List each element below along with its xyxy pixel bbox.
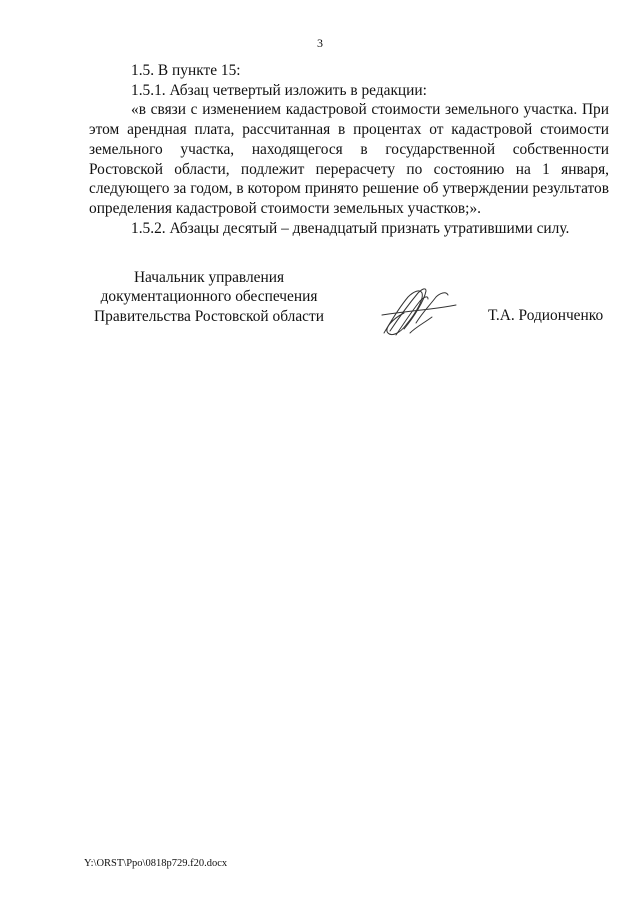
position-line-1: Начальник управления — [133, 269, 285, 286]
item-1-5: 1.5. В пункте 15: — [131, 62, 241, 79]
quoted-paragraph: «в связи с изменением кадастровой стоимости земельного участка. При этом арендная плата, рассчитанная в процентах от кадастровой стоимости земельного участка, находящегося в государственной собственности Ростовской области, подлежит перерасчету по состоянию на 1 января, следующего за годом, в котором принято решение об утверждении результатов определения кадастровой стоимости земельных участков;». — [89, 101, 609, 217]
item-1-5-2: 1.5.2. Абзацы десятый – двенадцатый признать утратившими силу. — [131, 219, 570, 237]
position-line-3: Правительства Ростовской области — [94, 307, 324, 325]
signatory-position — [89, 268, 329, 326]
document-body — [89, 61, 609, 238]
page-number: 3 — [317, 36, 323, 50]
file-path-footer: Y:\ORST\Ppo\0818p729.f20.docx — [84, 858, 228, 869]
position-line-2: документационного обеспечения — [100, 288, 318, 306]
item-1-5-1: 1.5.1. Абзац четвертый изложить в редакции: — [131, 81, 427, 99]
signer-name: Т.А. Родионченко — [488, 307, 604, 324]
handwritten-signature — [376, 283, 460, 339]
